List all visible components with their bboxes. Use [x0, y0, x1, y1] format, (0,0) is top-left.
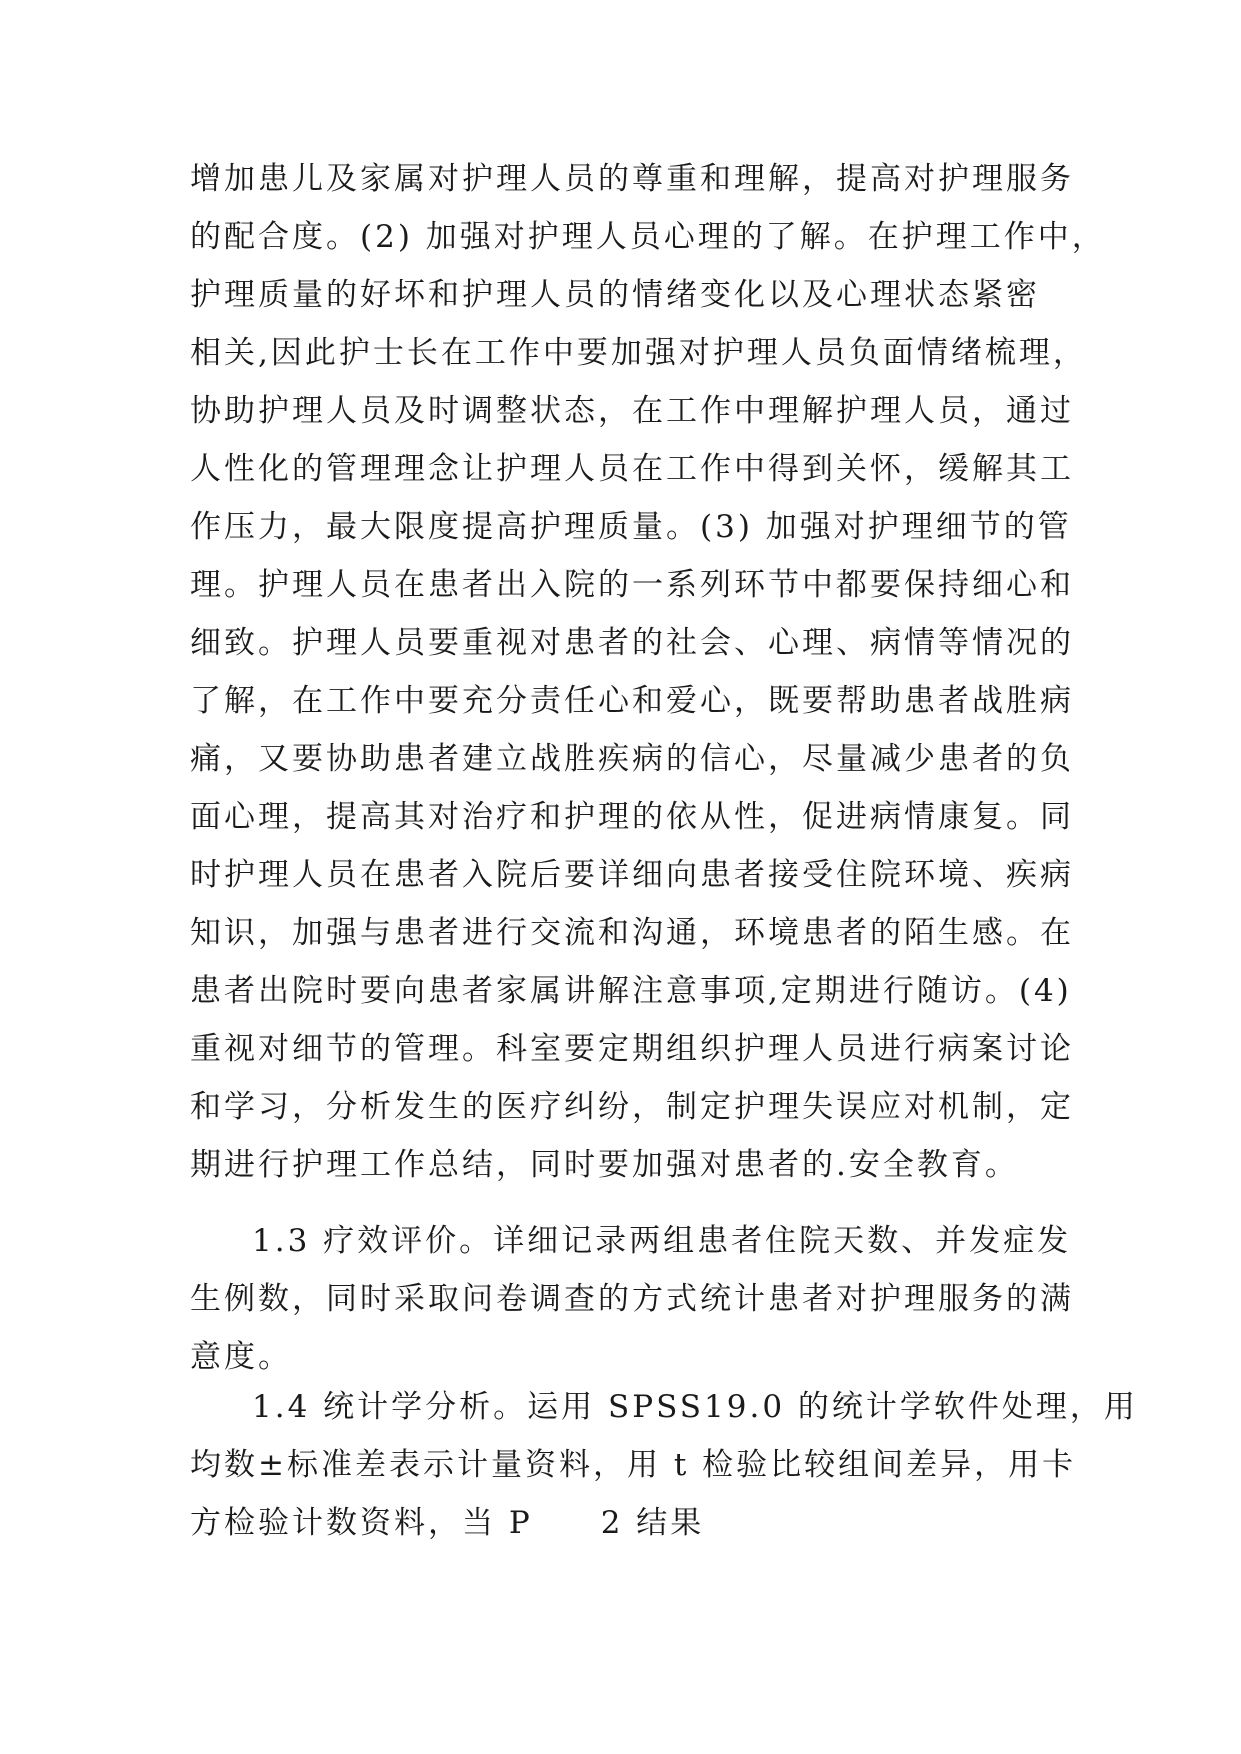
text-line: 痛，又要协助患者建立战胜疾病的信心，尽量减少患者的负 [190, 741, 1074, 777]
text-line: 期进行护理工作总结，同时要加强对患者的.安全教育。 [190, 1147, 1019, 1183]
text-line: 面心理，提高其对治疗和护理的依从性，促进病情康复。同 [190, 799, 1074, 835]
text-line: 了解，在工作中要充分责任心和爱心，既要帮助患者战胜病 [190, 683, 1074, 719]
text-line: 1.4 统计学分析。运用 SPSS19.0 的统计学软件处理，用 [252, 1389, 1138, 1425]
paragraph-nursing-measures [190, 150, 1106, 1194]
text-line: 生例数，同时采取问卷调查的方式统计患者对护理服务的满 [190, 1281, 1074, 1317]
text-line: 1.3 疗效评价。详细记录两组患者住院天数、并发症发 [252, 1223, 1072, 1259]
text-line: 理。护理人员在患者出入院的一系列环节中都要保持细心和 [190, 567, 1074, 603]
text-line: 作压力，最大限度提高护理质量。(3) 加强对护理细节的管 [190, 509, 1072, 545]
text-line: 患者出院时要向患者家属讲解注意事项,定期进行随访。(4) [190, 973, 1072, 1009]
text-line: 增加患儿及家属对护理人员的尊重和理解，提高对护理服务 [190, 161, 1074, 197]
paragraph-statistical-analysis [190, 1378, 1138, 1552]
text-line: 方检验计数资料，当 P 2 结果 [190, 1505, 705, 1541]
text-line: 人性化的管理理念让护理人员在工作中得到关怀，缓解其工 [190, 451, 1074, 487]
paragraph-efficacy-evaluation [190, 1212, 1074, 1386]
text-line: 意度。 [190, 1339, 292, 1375]
text-line: 的配合度。(2) 加强对护理人员心理的了解。在护理工作中， [190, 219, 1106, 255]
text-line: 护理质量的好坏和护理人员的情绪变化以及心理状态紧密 [190, 277, 1040, 313]
text-line: 协助护理人员及时调整状态，在工作中理解护理人员，通过 [190, 393, 1074, 429]
text-line: 和学习，分析发生的医疗纠纷，制定护理失误应对机制，定 [190, 1089, 1074, 1125]
text-line: 均数±标准差表示计量资料，用 t 检验比较组间差异，用卡 [190, 1447, 1077, 1483]
text-line: 相关,因此护士长在工作中要加强对护理人员负面情绪梳理， [190, 335, 1087, 371]
text-line: 时护理人员在患者入院后要详细向患者接受住院环境、疾病 [190, 857, 1074, 893]
text-line: 细致。护理人员要重视对患者的社会、心理、病情等情况的 [190, 625, 1074, 661]
text-line: 知识，加强与患者进行交流和沟通，环境患者的陌生感。在 [190, 915, 1074, 951]
text-line: 重视对细节的管理。科室要定期组织护理人员进行病案讨论 [190, 1031, 1074, 1067]
